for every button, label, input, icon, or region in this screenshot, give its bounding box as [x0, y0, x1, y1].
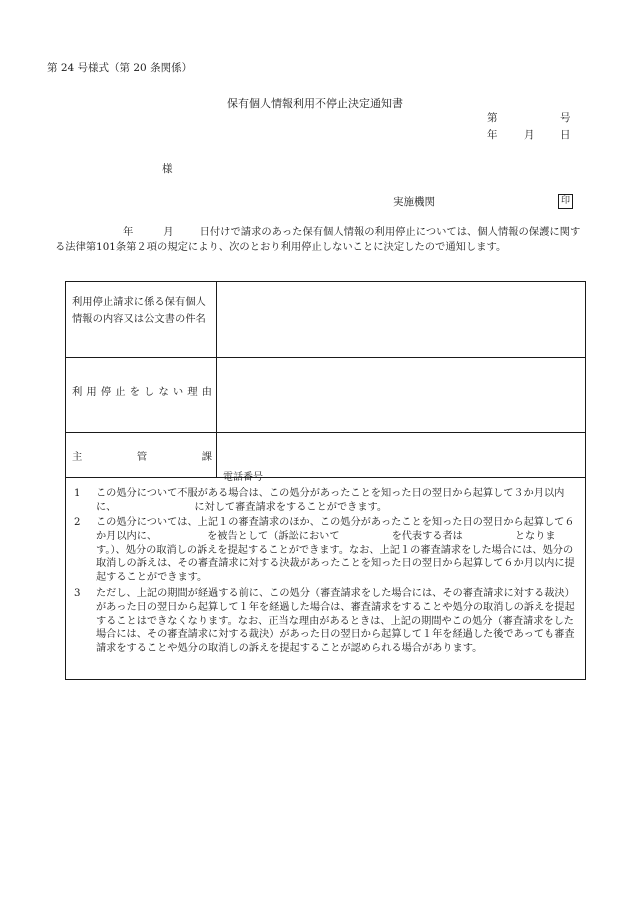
note-2-text-a: この処分については、上記１の審査請求のほか、この処分があったことを知った日の翌日から起算して６か月以内に、 [96, 517, 575, 542]
addressee-honorific: 様 [162, 163, 173, 175]
note-1-text-a: この処分について不服がある場合は、この処分があったことを知った日の翌日から起算して３か月以内に、 [96, 488, 565, 513]
reason-label-char: 理 [187, 386, 198, 398]
reason-label-char: 停 [100, 386, 112, 398]
agency-label: 実施機関 [393, 196, 435, 208]
reason-label-char: 由 [201, 386, 212, 398]
document-title: 保有個人情報利用不停止決定通知書 [227, 97, 403, 110]
department-label [72, 449, 212, 466]
phone-label: 電話番号 [223, 472, 263, 483]
form-number: 第 24 号様式（第 20 条関係） [47, 62, 193, 74]
note-1 [74, 487, 582, 515]
reason-label [72, 384, 212, 401]
note-1-text-b: に対して審査請求をすることができます。 [194, 501, 388, 513]
reason-label-char: 利 [72, 386, 83, 398]
date-month-label: 月 [524, 129, 535, 141]
note-2-text-b: を被告として（訴訟において [207, 530, 340, 542]
note-2 [74, 516, 582, 585]
intro-paragraph [55, 225, 587, 255]
reason-label-char: を [129, 386, 140, 398]
subject-label: 利用停止請求に係る保有個人情報の内容又は公文書の件名 [72, 296, 206, 325]
table-row-divider [66, 357, 585, 358]
number-suffix: 号 [560, 112, 571, 124]
table-column-divider [216, 282, 217, 477]
notes-box [65, 478, 586, 680]
note-3 [74, 587, 582, 656]
seal-mark: 印 [558, 194, 573, 209]
intro-month: 月 [163, 226, 174, 238]
reason-label-char: 止 [115, 386, 126, 398]
note-3-text: ただし、上記の期間が経過する前に、この処分（審査請求をした場合には、その審査請求に対する裁決）があった日の翌日から起算して１年を経過した場合は、審査請求をすることや処分の取消しの訴えを提起することはできなくなります。なお、正当な理由があるときは、上記の期間やこの処分（審査請求をした場合には、その審査請求に対する裁決）があった日の翌日から起算して１年を経過した後であっても審査請求をすることや処分の取消しの訴えを提起することが認められる場合があります。 [96, 588, 575, 655]
department-label-char: 課 [201, 451, 212, 463]
date-day-label: 日 [560, 129, 571, 141]
note-3-number: 3 [74, 588, 81, 599]
note-2-text-c: を代表する者は [391, 530, 463, 542]
number-label: 第 [487, 112, 498, 124]
note-1-number: 1 [74, 488, 81, 499]
department-label-char: 主 [72, 451, 83, 463]
reason-label-char: し [144, 386, 155, 398]
reason-label-char: な [158, 386, 169, 398]
reason-label-char: い [172, 386, 184, 398]
table-row-divider [66, 432, 585, 433]
reason-label-char: 用 [86, 386, 97, 398]
intro-year: 年 [123, 226, 134, 238]
note-2-text-d: となります。）、処分の取消しの訴えを提起することができます。なお、上記１の審査請求をした場合には、処分の取消しの訴えは、その審査請求に対する決裁があったことを知った日の翌日から起算して６か月以内に提起することができます。 [96, 530, 575, 584]
decision-table [65, 281, 586, 483]
department-label-char: 管 [136, 451, 148, 463]
date-year-label: 年 [487, 129, 498, 141]
note-2-number: 2 [74, 517, 81, 528]
intro-text: 日付けで請求のあった保有個人情報の利用停止については、個人情報の保護に関する法律第101条第２項の規定により、次のとおり利用停止しないことに決定したので通知します。 [55, 226, 581, 253]
